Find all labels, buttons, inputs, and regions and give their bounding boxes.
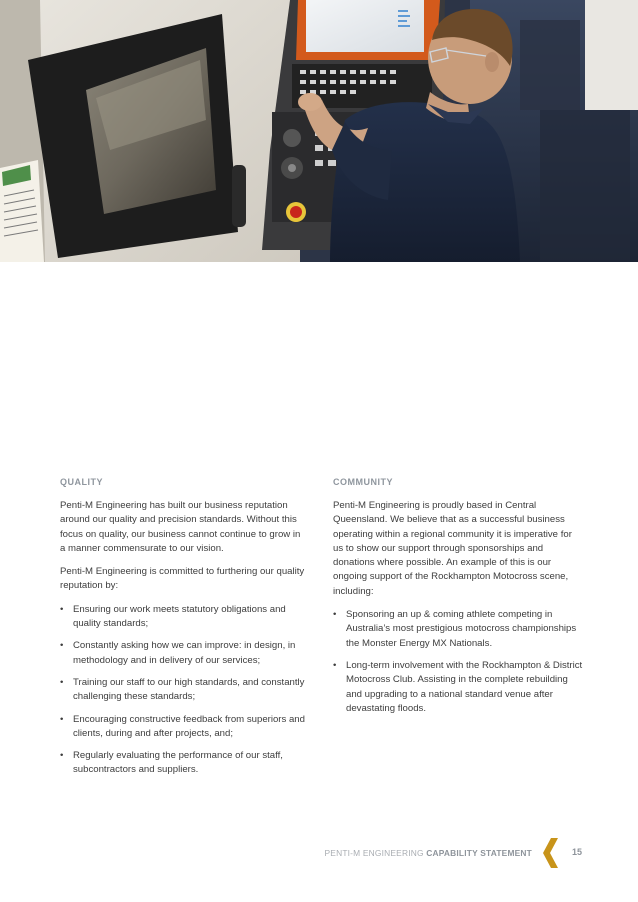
machinist-photo	[0, 0, 638, 262]
hero-photo	[0, 0, 638, 262]
bullet-icon: •	[333, 609, 337, 621]
bullet-icon: •	[60, 640, 64, 652]
community-section	[333, 476, 583, 724]
list-item-text: Training our staff to our high standards, and constantly challenging these standards;	[73, 676, 305, 703]
bullet-icon: •	[60, 750, 64, 762]
list-item	[60, 603, 306, 632]
bullet-icon: •	[333, 659, 337, 671]
list-item	[60, 749, 306, 778]
quality-paragraph-2: Penti-M Engineering is committed to furthering our quality reputation by:	[60, 566, 305, 592]
quality-paragraph-1: Penti-M Engineering has built our business reputation around our quality and precision standards. Without this focus on quality, our business cannot continue to grow in a manner commensurate to our vision.	[60, 500, 301, 554]
footer-company: PENTI-M ENGINEERING	[324, 848, 424, 858]
list-item	[60, 713, 306, 742]
community-bullet-list	[333, 608, 583, 716]
list-item-text: Ensuring our work meets statutory obligations and quality standards;	[73, 603, 286, 630]
page-footer	[300, 836, 590, 870]
quality-section	[60, 476, 306, 786]
list-item-text: Constantly asking how we can improve: in design, in methodology and in delivery of our services;	[73, 640, 296, 666]
quality-bullet-list	[60, 603, 306, 778]
page-number: 15	[571, 847, 582, 857]
bullet-icon: •	[60, 603, 64, 615]
list-item	[333, 608, 583, 651]
footer-doc-title: CAPABILITY STATEMENT	[426, 848, 532, 858]
community-heading: COMMUNITY	[333, 477, 393, 487]
bullet-icon: •	[60, 676, 64, 688]
list-item-text: Encouraging constructive feedback from superiors and clients, during and after projects, and;	[73, 713, 305, 739]
list-item	[333, 659, 583, 716]
bullet-icon: •	[60, 713, 64, 725]
list-item-text: Sponsoring an up & coming athlete competing in Australia’s most prestigious motocross championships the Monster Energy MX Nationals.	[346, 609, 577, 649]
list-item-text: Long-term involvement with the Rockhampton & District Motocross Club. Assisting in the complete rebuilding and upgrading to a national standard venue after devastating floods.	[346, 659, 583, 714]
list-item	[60, 639, 306, 668]
running-footer	[325, 848, 532, 858]
list-item-text: Regularly evaluating the performance of our staff, subcontractors and suppliers.	[73, 750, 283, 776]
community-paragraph-1: Penti-M Engineering is proudly based in Central Queensland. We believe that as a successful business operating within a regional community it is imperative for us to show our support through sponsorships and donations where possible. An example of this is our ongoing support of the Rockhampton Motocross scene, including:	[333, 500, 572, 597]
list-item	[60, 676, 306, 705]
quality-heading: QUALITY	[60, 477, 103, 487]
chevron-left-icon	[542, 836, 562, 870]
